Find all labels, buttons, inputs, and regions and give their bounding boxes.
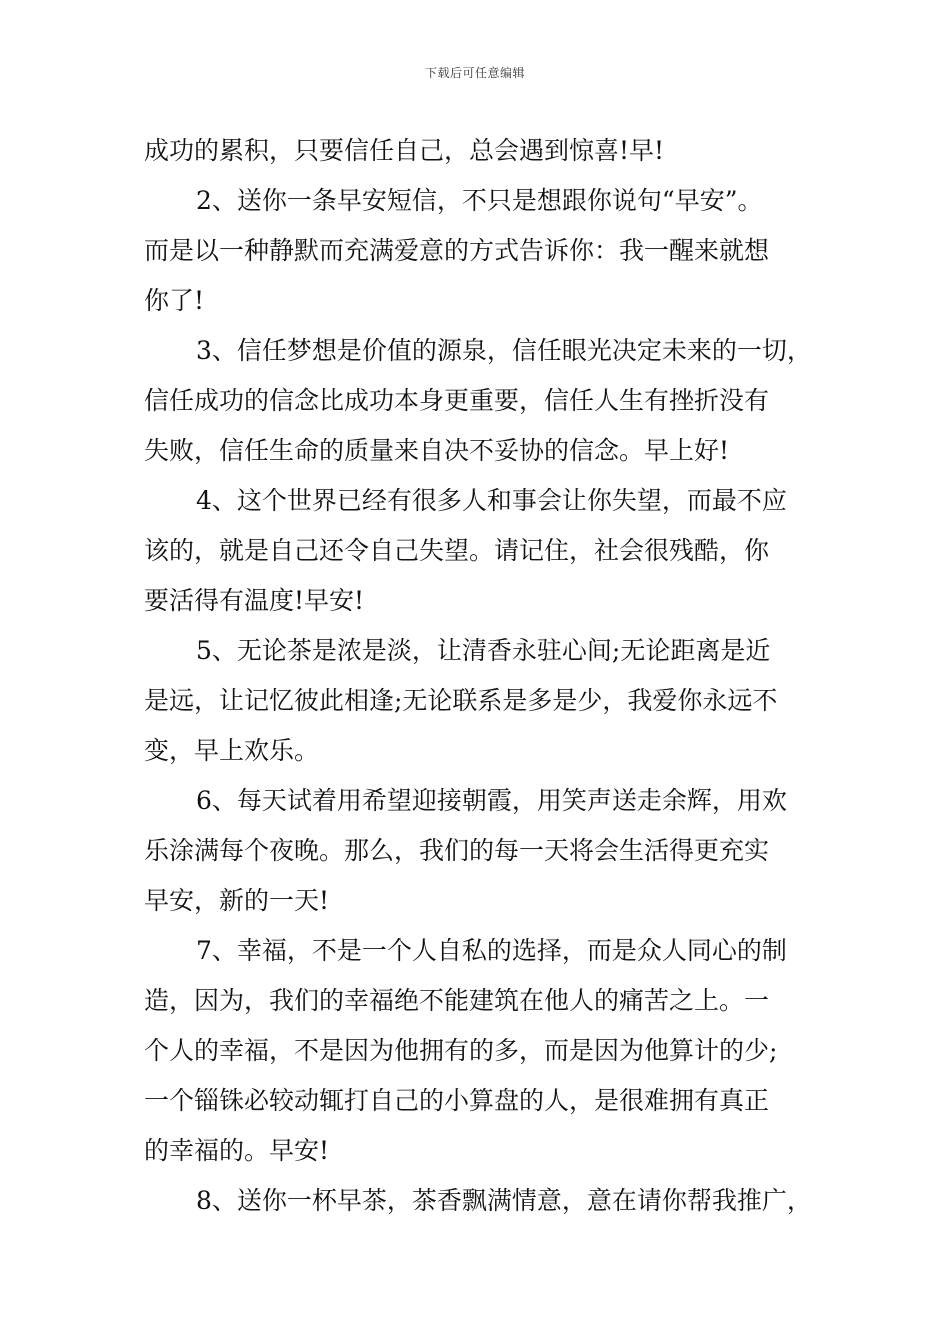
text-line: 该的，就是自己还令自己失望。请记住，社会很残酷，你 <box>144 536 770 565</box>
text-line: 乐涂满每个夜晚。那么，我们的每一天将会生活得更充实 <box>144 836 770 865</box>
text-line: 早安，新的一天! <box>144 886 330 915</box>
text-line: 个人的幸福，不是因为他拥有的多，而是因为他算计的少; <box>144 1036 778 1065</box>
paragraph-start-line: 5、无论茶是浓是淡，让清香永驻心间;无论距离是近 <box>196 636 771 665</box>
page-header: 下载后可任意编辑 <box>424 66 525 80</box>
paragraph-start-line: 6、每天试着用希望迎接朝霞，用笑声送走余辉，用欢 <box>196 786 787 815</box>
paragraph-start-line: 7、幸福，不是一个人自私的选择，而是众人同心的制 <box>196 936 787 965</box>
text-line: 你了! <box>144 286 205 315</box>
paragraph-start-line: 2、送你一条早安短信，不只是想跟你说句“早安”。 <box>196 186 763 215</box>
text-line: 一个锱铢必较动辄打自己的小算盘的人，是很难拥有真正 <box>144 1086 770 1115</box>
document-body <box>144 126 816 1226</box>
text-line: 失败，信任生命的质量来自决不妥协的信念。早上好! <box>144 436 730 465</box>
paragraph-start-line: 3、信任梦想是价值的源泉，信任眼光决定未来的一切， <box>196 336 812 365</box>
text-line: 是远，让记忆彼此相逢;无论联系是多是少，我爱你永远不 <box>144 686 778 715</box>
paragraph-start-line: 4、这个世界已经有很多人和事会让你失望，而最不应 <box>196 486 787 515</box>
paragraph-start-line: 8、送你一杯早茶，茶香飘满情意，意在请你帮我推广， <box>196 1186 812 1215</box>
text-line: 变，早上欢乐。 <box>144 736 320 765</box>
text-line: 成功的累积，只要信任自己，总会遇到惊喜!早! <box>144 136 665 165</box>
text-line: 的幸福的。早安! <box>144 1136 330 1165</box>
text-line: 要活得有温度!早安! <box>144 586 365 615</box>
text-line: 信任成功的信念比成功本身更重要，信任人生有挫折没有 <box>144 386 770 415</box>
text-line: 造，因为，我们的幸福绝不能建筑在他人的痛苦之上。一 <box>144 986 770 1015</box>
text-line: 而是以一种静默而充满爱意的方式告诉你：我一醒来就想 <box>144 236 770 265</box>
